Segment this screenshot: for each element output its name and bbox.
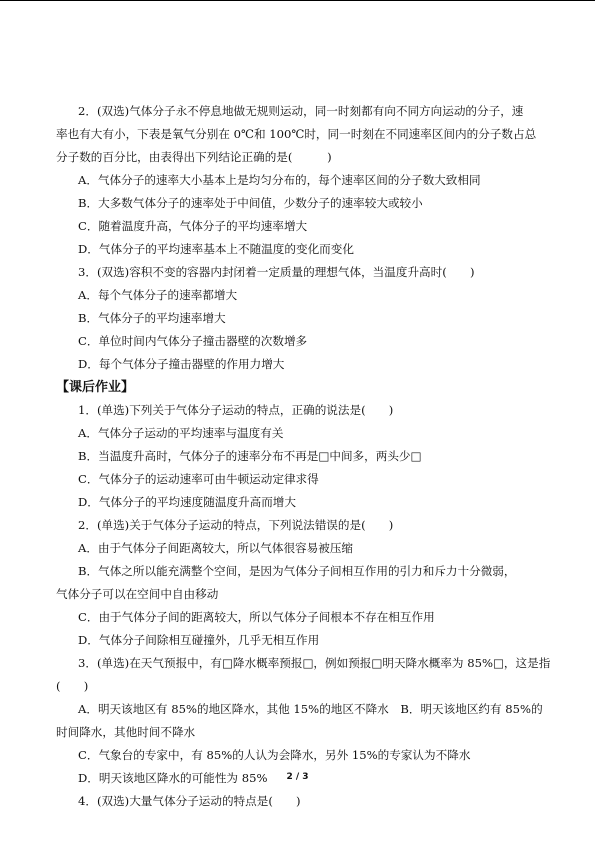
q2-stem-line-2: 率也有大有小，下表是氧气分别在 0℃和 100℃时，同一时刻在不同速率区间内的分子数占总 xyxy=(56,127,537,141)
q3-stem: 3．(双选)容积不变的容器内封闭着一定质量的理想气体，当温度升高时( ) xyxy=(78,265,475,279)
q3-option-b: B．气体分子的平均速率增大 xyxy=(78,311,226,325)
hw2-option-d: D．气体分子间除相互碰撞外，几乎无相互作用 xyxy=(78,633,320,647)
hw3-stem-line-1: 3．(单选)在天气预报中，有□降水概率预报□，例如预报□明天降水概率为 85%□，这是指 xyxy=(78,656,551,670)
q2-option-a: A．气体分子的速率大小基本上是均匀分布的，每个速率区间的分子数大致相同 xyxy=(78,173,481,187)
hw1-option-b: B．当温度升高时，气体分子的速率分布不再是□中间多，两头少□ xyxy=(78,449,422,463)
hw1-option-c: C．气体分子的运动速率可由牛顿运动定律求得 xyxy=(78,472,319,486)
hw3-option-ab-line-1: A．明天该地区有 85%的地区降水，其他 15%的地区不降水 B．明天该地区约有 85%的 xyxy=(78,702,543,716)
hw3-option-ab-line-2: 时间降水，其他时间不降水 xyxy=(56,725,196,739)
page-number: 2 / 3 xyxy=(286,772,309,782)
q3-option-a: A．每个气体分子的速率都增大 xyxy=(78,288,238,302)
hw3-option-d: D．明天该地区降水的可能性为 85% xyxy=(78,771,268,785)
q2-option-c: C．随着温度升高，气体分子的平均速率增大 xyxy=(78,219,308,233)
q2-stem-line-1: 2．(双选)气体分子永不停息地做无规则运动，同一时刻都有向不同方向运动的分子，速 xyxy=(78,104,524,118)
hw3-option-c: C．气象台的专家中，有 85%的人认为会降水，另外 15%的专家认为不降水 xyxy=(78,748,471,762)
hw2-option-b-line-2: 气体分子可以在空间中自由移动 xyxy=(56,587,219,601)
hw1-option-d: D．气体分子的平均速度随温度升高而增大 xyxy=(78,495,296,509)
hw1-stem: 1．(单选)下列关于气体分子运动的特点，正确的说法是( ) xyxy=(78,403,394,417)
page-top-rule xyxy=(0,0,595,1)
hw2-stem: 2．(单选)关于气体分子运动的特点，下列说法错误的是( ) xyxy=(78,518,394,532)
hw2-option-c: C．由于气体分子间的距离较大，所以气体分子间根本不存在相互作用 xyxy=(78,610,435,624)
q3-option-c: C．单位时间内气体分子撞击器壁的次数增多 xyxy=(78,334,308,348)
hw3-stem-line-2: ( ) xyxy=(56,679,89,693)
hw4-stem: 4．(双选)大量气体分子运动的特点是( ) xyxy=(78,794,301,808)
q2-stem-line-3: 分子数的百分比，由表得出下列结论正确的是( ) xyxy=(56,150,332,164)
hw1-option-a: A．气体分子运动的平均速率与温度有关 xyxy=(78,426,284,440)
q2-option-d: D．气体分子的平均速率基本上不随温度的变化而变化 xyxy=(78,242,354,256)
hw2-option-b-line-1: B．气体之所以能充满整个空间，是因为气体分子间相互作用的引力和斥力十分微弱， xyxy=(78,564,516,578)
section-title-homework: 【课后作业】 xyxy=(56,380,135,395)
q2-option-b: B．大多数气体分子的速率处于中间值，少数分子的速率较大或较小 xyxy=(78,196,423,210)
page-content xyxy=(56,100,551,813)
q3-option-d: D．每个气体分子撞击器壁的作用力增大 xyxy=(78,357,285,371)
hw2-option-a: A．由于气体分子间距离较大，所以气体很容易被压缩 xyxy=(78,541,354,555)
